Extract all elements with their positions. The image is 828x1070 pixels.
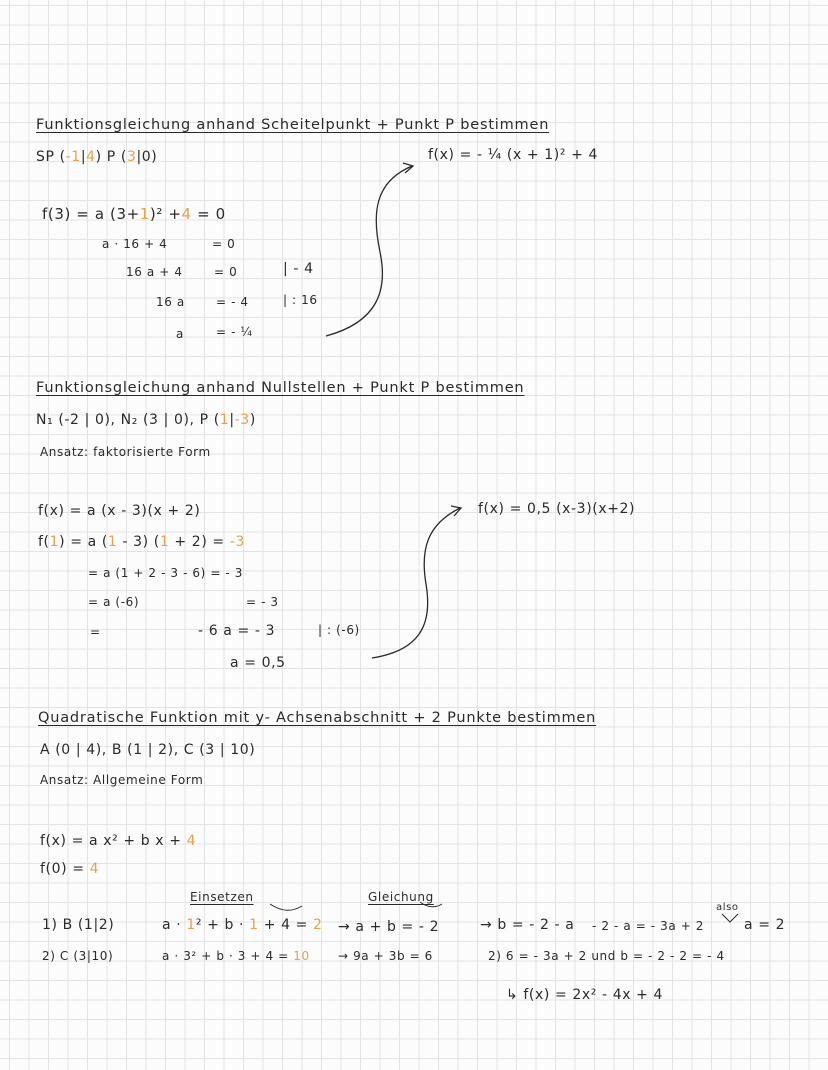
section1-line3-eq: = 0 <box>214 265 238 279</box>
arrow-also <box>722 914 738 922</box>
section3-ansatz: Ansatz: Allgemeine Form <box>40 773 204 787</box>
section2-given: N₁ (-2 | 0), N₂ (3 | 0), P (1|-3) <box>36 412 256 428</box>
section1-line4-op: | : 16 <box>283 293 318 307</box>
arrow-section1 <box>326 166 412 336</box>
arrow-section2 <box>372 508 460 658</box>
row1-equation: → a + b = - 2 <box>338 919 440 935</box>
section1-line4: 16 a <box>156 295 185 309</box>
section2-line4: = a (-6) <box>88 595 140 609</box>
section3-given: A (0 | 4), B (1 | 2), C (3 | 10) <box>40 742 256 758</box>
section2-ansatz: Ansatz: faktorisierte Form <box>40 445 211 459</box>
section2-line4-eq: = - 3 <box>246 595 279 609</box>
row1-label: 1) B (1|2) <box>42 917 115 933</box>
section1-result: f(x) = - ¼ (x + 1)² + 4 <box>428 147 598 163</box>
section2-heading: Funktionsgleichung anhand Nullstellen + Punkt P bestimmen <box>36 380 525 396</box>
row1-solve-b: → b = - 2 - a <box>480 917 575 933</box>
section2-line5: = <box>90 625 101 639</box>
row2-label: 2) C (3|10) <box>42 949 114 963</box>
section1-given: SP (-1|4) P (3|0) <box>36 149 158 165</box>
section1-line2-eq: = 0 <box>212 237 236 251</box>
section2-line3: = a (1 + 2 - 3 - 6) = - 3 <box>88 566 244 580</box>
section2-line5-op: | : (-6) <box>318 623 360 637</box>
section1-line5-eq: = - ¼ <box>216 325 253 339</box>
arrow-gleichung <box>420 902 442 907</box>
final-function: ↳ f(x) = 2x² - 4x + 4 <box>506 987 664 1003</box>
row1-substitution: a · 1² + b · 1 + 4 = 2 <box>162 917 323 933</box>
section1-heading: Funktionsgleichung anhand Scheitelpunkt + Punkt P bestimmen <box>36 117 550 133</box>
label-einsetzen: Einsetzen <box>190 890 254 904</box>
label-gleichung: Gleichung <box>368 890 434 904</box>
section1-line3: 16 a + 4 <box>126 265 183 279</box>
section2-line6: a = 0,5 <box>230 655 286 671</box>
row2-substitution: a · 3² + b · 3 + 4 = 10 <box>162 949 310 963</box>
row1-substitute: - 2 - a = - 3a + 2 <box>592 919 705 933</box>
section3-f0: f(0) = 4 <box>40 861 100 877</box>
section1-line2: a · 16 + 4 <box>102 237 168 251</box>
section1-line5: a <box>176 327 184 341</box>
section2-result: f(x) = 0,5 (x-3)(x+2) <box>478 501 636 517</box>
row2-equation: → 9a + 3b = 6 <box>338 949 433 963</box>
section2-line2: f(1) = a (1 - 3) (1 + 2) = -3 <box>38 534 245 550</box>
section3-heading: Quadratische Funktion mit y- Achsenabschnitt + 2 Punkte bestimmen <box>38 710 597 726</box>
arrow-einsetzen <box>270 904 302 910</box>
row1-result: a = 2 <box>744 917 786 933</box>
row2-solution: 2) 6 = - 3a + 2 und b = - 2 - 2 = - 4 <box>488 949 725 963</box>
section1-line3-op: | - 4 <box>283 261 314 277</box>
section1-line4-eq: = - 4 <box>216 295 249 309</box>
section2-line5-mid: - 6 a = - 3 <box>198 623 276 639</box>
row1-also: also <box>716 902 739 913</box>
section2-line1: f(x) = a (x - 3)(x + 2) <box>38 503 201 519</box>
section3-function: f(x) = a x² + b x + 4 <box>40 833 197 849</box>
section1-line1: f(3) = a (3+1)² +4 = 0 <box>42 205 226 223</box>
